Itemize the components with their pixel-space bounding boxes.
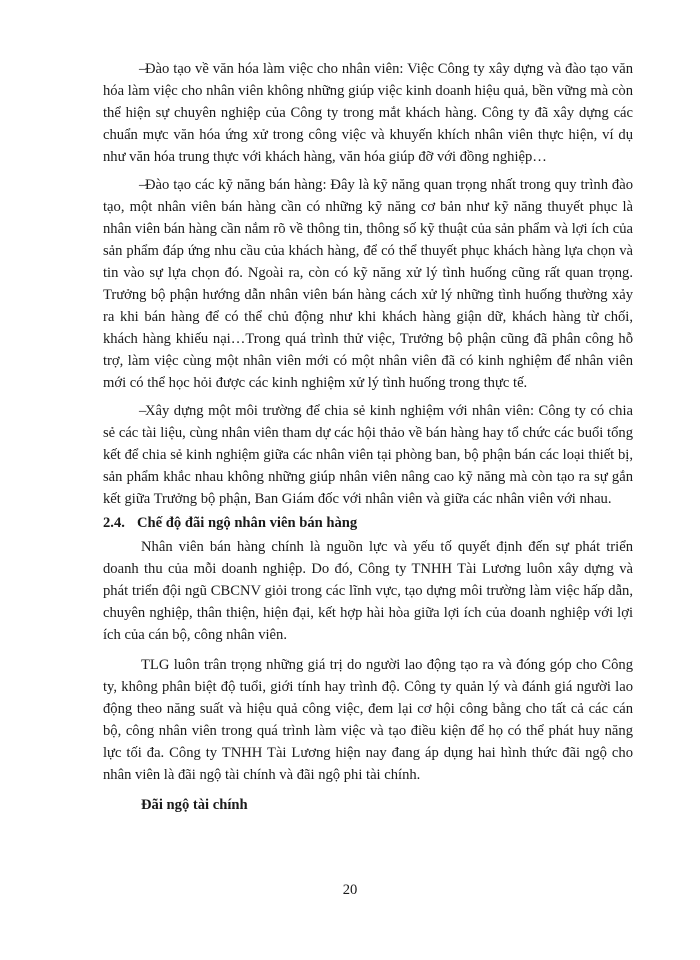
- document-page: [103, 58, 633, 816]
- bullet-sales-skills: [103, 174, 633, 394]
- subheading: Đãi ngộ tài chính: [141, 797, 248, 813]
- dash-bullet: –: [139, 403, 147, 419]
- bullet-text: Xây dựng một môi trường để chia sẻ kinh nghiệm với nhân viên: Công ty có chia sẻ các tài liệu, cùng nhân viên tham dự các hội thảo về bán hàng hay tổ chức các buổi tổng kết để chia sẻ kinh nghiệm giữa các nhân viên tại phòng ban, bộ phận bán các loại thiết bị, sản phẩm khắc nhau không những giúp nhân viên nâng cao kỹ năng mà còn tạo ra sự gắn kết giữa Trưởng bộ phận, Ban Giám đốc với nhân viên và giữa các nhân viên với nhau.: [103, 403, 633, 507]
- dash-bullet: –: [139, 177, 147, 193]
- section-heading: [103, 512, 633, 534]
- section-number: 2.4.: [103, 515, 125, 531]
- page-number: 20: [342, 882, 358, 898]
- paragraph: Nhân viên bán hàng chính là nguồn lực và yếu tố quyết định đến sự phát triển doanh thu của mỗi doanh nghiệp. Do đó, Công ty TNHH Tài Lương luôn xây dựng và phát triển đội ngũ CBCNV giỏi trong các lĩnh vực, tạo dựng môi trường làm việc hấp dẫn, chuyên nghiệp, thân thiện, hiện đại, kết hợp hài hòa giữa lợi ích của doanh nghiệp với lợi ích của cán bộ, công nhân viên.: [103, 539, 633, 643]
- paragraph: TLG luôn trân trọng những giá trị do người lao động tạo ra và đóng góp cho Công ty, không phân biệt độ tuổi, giới tính hay trình độ. Công ty quản lý và đánh giá người lao động theo năng suất và hiệu quả công việc, đem lại cơ hội công bằng cho tất cả các cán bộ, công nhân viên trong quá trình làm việc và tạo điều kiện để họ có thể phát huy năng lực tối đa. Công ty TNHH Tài Lương hiện nay đang áp dụng hai hình thức đãi ngộ cho nhân viên là đãi ngộ tài chính và đãi ngộ phi tài chính.: [103, 657, 633, 783]
- bullet-text: Đào tạo các kỹ năng bán hàng: Đây là kỹ năng quan trọng nhất trong quy trình đào tạo, một nhân viên bán hàng cần có những kỹ năng cơ bản như kỹ năng thuyết phục là nhân viên bán hàng cần nắm rõ về thông tin, thông số kỹ thuật của sản phẩm và lợi ích của sản phẩm đáp ứng nhu cầu của khách hàng, để có thể thuyết phục khách hàng lựa chọn và tin vào sự lựa chọn đó. Ngoài ra, còn có kỹ năng xử lý tình huống cũng rất quan trọng. Trưởng bộ phận hướng dẫn nhân viên bán hàng cách xử lý những tình huống thường xảy ra khi bán hàng để có thể chủ động như khi khách hàng giận dữ, khách hàng từ chối, khách hàng khiếu nại…Trong quá trình thử việc, Trưởng bộ phận cũng đã phân công hỗ trợ, làm việc cùng một nhân viên mới có một nhân viên đã có kinh nghiệm để nhân viên mới có thể học hỏi được các kinh nghiệm xử lý tình huống trong thực tế.: [103, 177, 633, 391]
- bullet-training-culture: [103, 58, 633, 168]
- bullet-sharing-environment: [103, 400, 633, 510]
- bullet-text: Đào tạo về văn hóa làm việc cho nhân viên: Việc Công ty xây dựng và đào tạo văn hóa làm việc cho nhân viên không những giúp việc kinh doanh hiệu quả, bền vững mà còn thể hiện sự chuyên nghiệp của Công ty trong mắt khách hàng. Công ty đã xây dựng các chuẩn mực văn hóa ứng xử trong công việc và khuyến khích nhân viên thực hiện, ví dụ như văn hóa trung thực với khách hàng, văn hóa giúp đỡ với đồng nghiệp…: [103, 61, 633, 165]
- section-title: Chế độ đãi ngộ nhân viên bán hàng: [137, 515, 358, 531]
- dash-bullet: –: [139, 61, 147, 77]
